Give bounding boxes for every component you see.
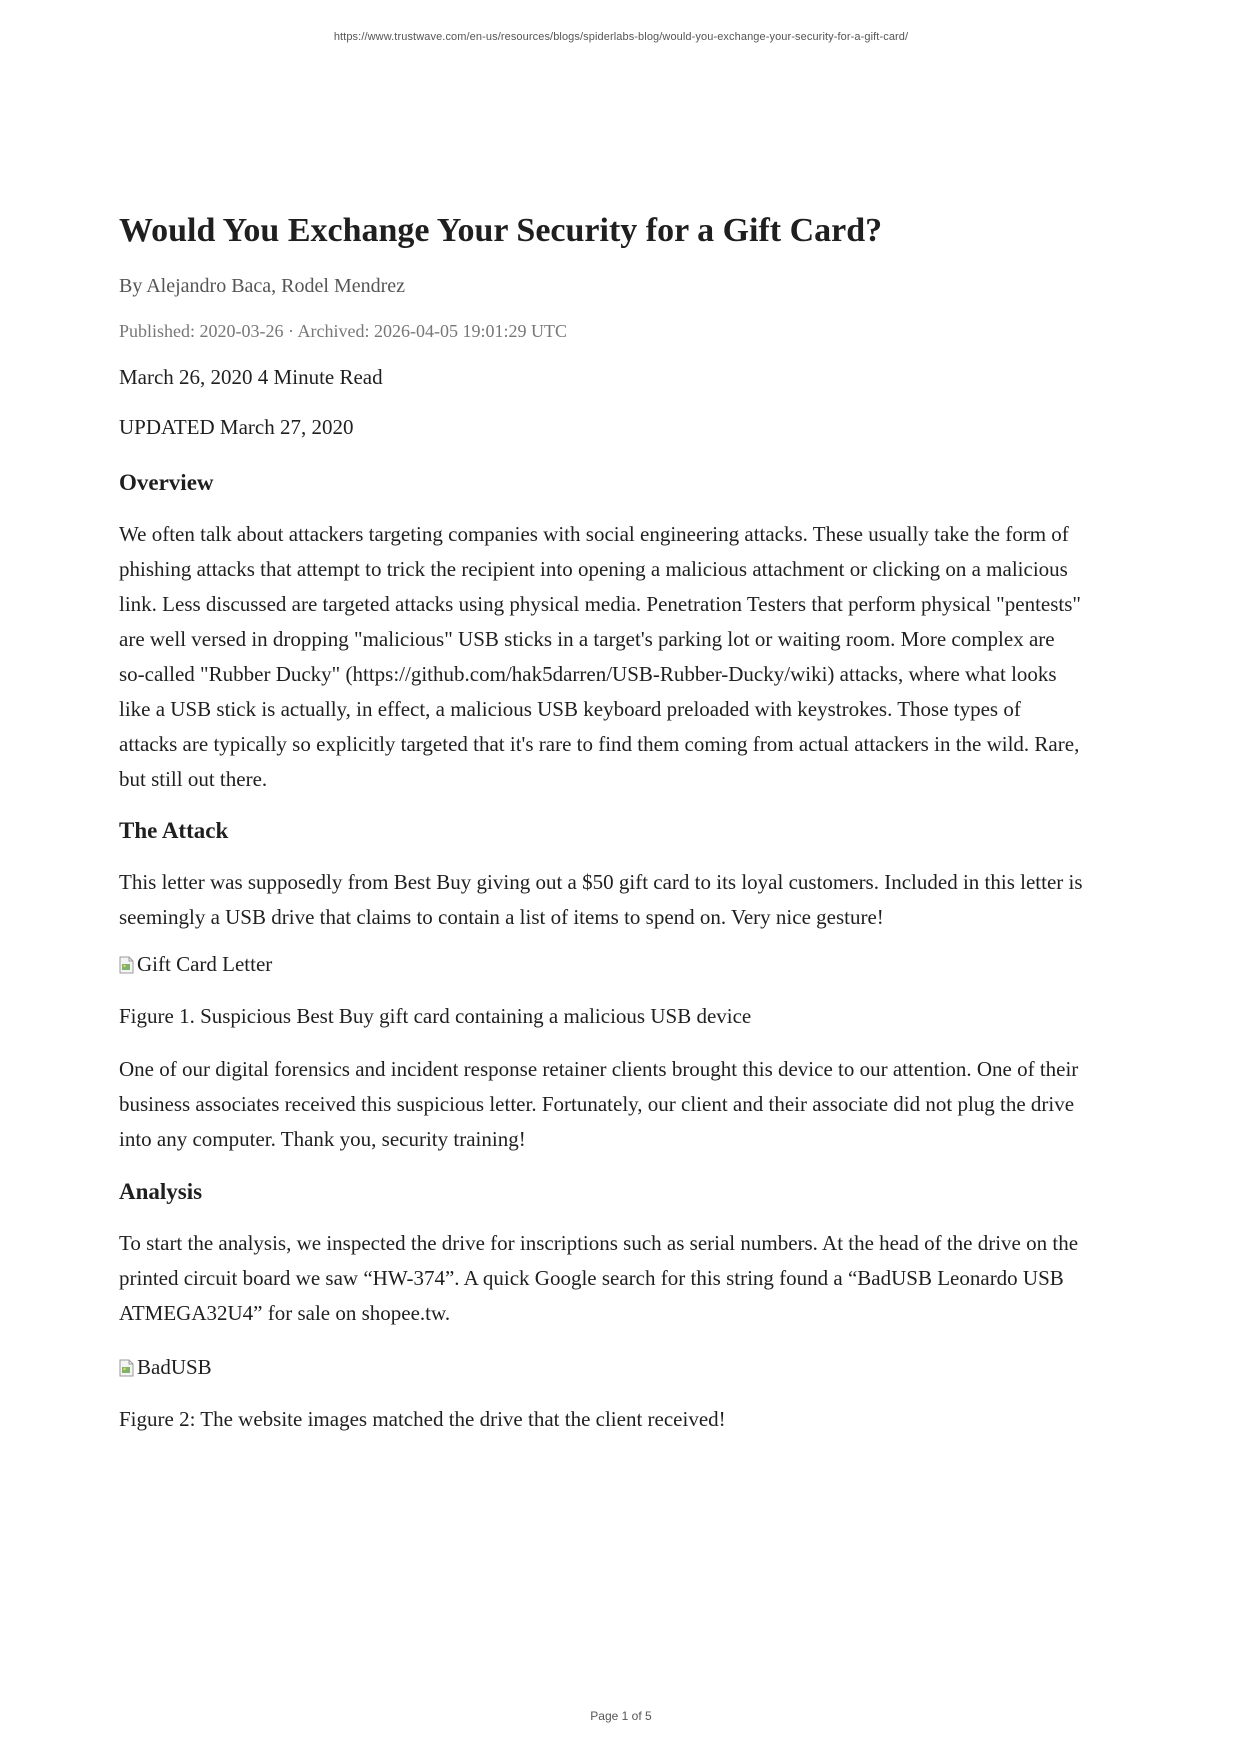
overview-line: but still out there.	[119, 767, 268, 791]
analysis-heading: Analysis	[119, 1179, 203, 1204]
figure1-caption: Figure 1. Suspicious Best Buy gift card containing a malicious USB device	[119, 1004, 752, 1028]
overview-line: link. Less discussed are targeted attacks using physical media. Penetration Testers that perform physical "pentests"	[119, 592, 1081, 616]
page-number: Page 1 of 5	[590, 1709, 652, 1723]
analysis-paragraph	[119, 1226, 1123, 1331]
attack-paragraph	[119, 865, 1123, 935]
overview-line: We often talk about attackers targeting companies with social engineering attacks. These usually take the form of	[119, 522, 1069, 546]
attack-heading: The Attack	[119, 818, 229, 843]
overview-line: phishing attacks that attempt to trick the recipient into opening a malicious attachment or clicking on a malicious	[119, 557, 1068, 581]
figure2-image	[119, 1353, 1123, 1381]
overview-line: are well versed in dropping "malicious" USB sticks in a target's parking lot or waiting room. More complex are	[119, 627, 1055, 651]
article	[119, 209, 1123, 1433]
overview-line: like a USB stick is actually, in effect, a malicious USB keyboard preloaded with keystrokes. Those types of	[119, 697, 1021, 721]
analysis-line: printed circuit board we saw “HW-374”. A quick Google search for this string found a “BadUSB Leonardo USB	[119, 1266, 1064, 1290]
analysis-line: To start the analysis, we inspected the drive for inscriptions such as serial numbers. At the head of the drive on the	[119, 1231, 1079, 1255]
overview-heading: Overview	[119, 470, 214, 495]
article-byline: By Alejandro Baca, Rodel Mendrez	[119, 275, 406, 297]
attack-line: seemingly a USB drive that claims to contain a list of items to spend on. Very nice gesture!	[119, 905, 884, 929]
article-title: Would You Exchange Your Security for a Gift Card?	[119, 212, 883, 249]
article-updated: UPDATED March 27, 2020	[119, 415, 354, 439]
attack-line: This letter was supposedly from Best Buy giving out a $50 gift card to its loyal customers. Included in this letter is	[119, 870, 1083, 894]
figure1-alt-text: Gift Card Letter	[137, 952, 273, 976]
figure2-caption: Figure 2: The website images matched the drive that the client received!	[119, 1407, 726, 1431]
followup-line: One of our digital forensics and incident response retainer clients brought this device to our attention. One of their	[119, 1057, 1079, 1081]
followup-line: business associates received this suspicious letter. Fortunately, our client and their associate did not plug the drive	[119, 1092, 1075, 1116]
article-meta: Published: 2020-03-26 · Archived: 2026-04-05 19:01:29 UTC	[119, 321, 567, 341]
page-url-header: https://www.trustwave.com/en-us/resources/blogs/spiderlabs-blog/would-you-exchange-your-security-for-a-gift-card/	[333, 31, 909, 43]
broken-image-icon	[119, 1356, 135, 1374]
broken-image-icon	[119, 953, 135, 971]
article-dateline: March 26, 2020 4 Minute Read	[119, 365, 383, 389]
figure1-image	[119, 950, 1123, 978]
followup-paragraph	[119, 1052, 1123, 1157]
followup-line: into any computer. Thank you, security training!	[119, 1127, 526, 1151]
overview-line: so-called "Rubber Ducky" (https://github.com/hak5darren/USB-Rubber-Ducky/wiki) attacks, where what looks	[119, 662, 1057, 686]
figure2-alt-text: BadUSB	[137, 1355, 212, 1379]
overview-paragraph	[119, 517, 1123, 797]
analysis-line: ATMEGA32U4” for sale on shopee.tw.	[119, 1301, 451, 1325]
overview-line: attacks are typically so explicitly targeted that it's rare to find them coming from actual attackers in the wild. Rare,	[119, 732, 1080, 756]
